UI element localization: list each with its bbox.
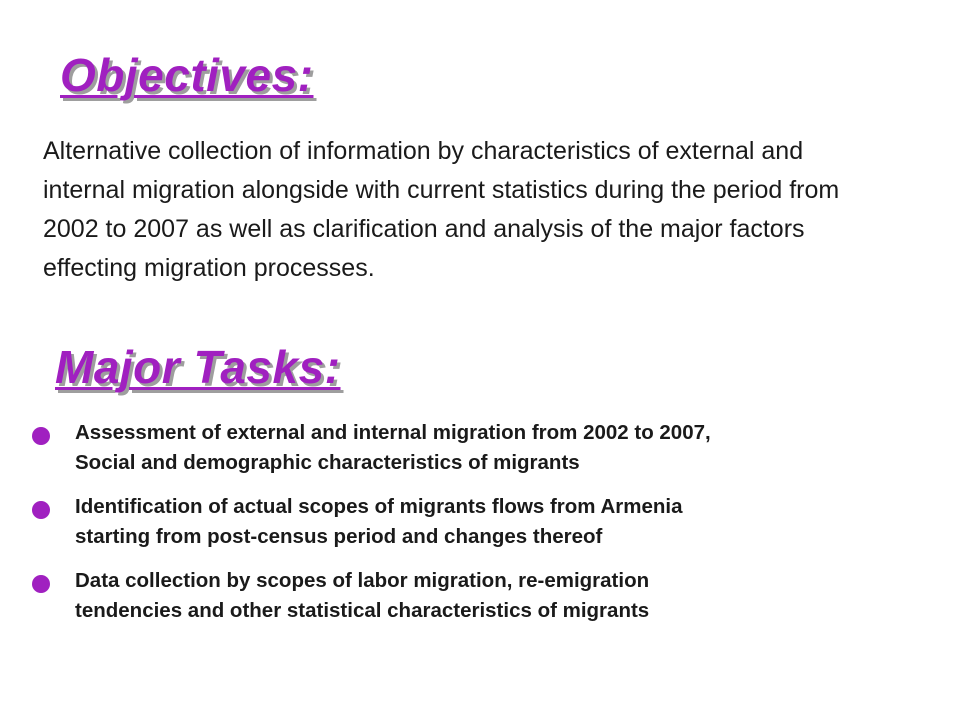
bullet-dot-icon bbox=[32, 575, 50, 593]
bullet-dot-icon bbox=[32, 427, 50, 445]
task-item bbox=[30, 418, 930, 478]
task-text-line: tendencies and other statistical characteristics of migrants bbox=[75, 599, 650, 622]
objectives-heading: Objectives: bbox=[60, 49, 314, 101]
task-text-line: Data collection by scopes of labor migration, re-emigration bbox=[75, 569, 650, 592]
task-text-line: Social and demographic characteristics of migrants bbox=[75, 451, 580, 474]
task-text-line: Identification of actual scopes of migrants flows from Armenia bbox=[75, 495, 683, 518]
major-tasks-list bbox=[30, 418, 930, 640]
major-tasks-heading: Major Tasks: bbox=[55, 341, 341, 393]
task-text-line: starting from post-census period and changes thereof bbox=[75, 525, 603, 548]
bullet-dot-icon bbox=[32, 501, 50, 519]
task-item bbox=[30, 566, 930, 626]
objectives-paragraph: Alternative collection of information by characteristics of external and internal migration alongside with current statistics during the period from 2002 to 2007 as well as clarification and analysis of the major factors effecting migration processes. bbox=[43, 137, 840, 282]
task-text-line: Assessment of external and internal migration from 2002 to 2007, bbox=[75, 421, 711, 444]
task-item bbox=[30, 492, 930, 552]
